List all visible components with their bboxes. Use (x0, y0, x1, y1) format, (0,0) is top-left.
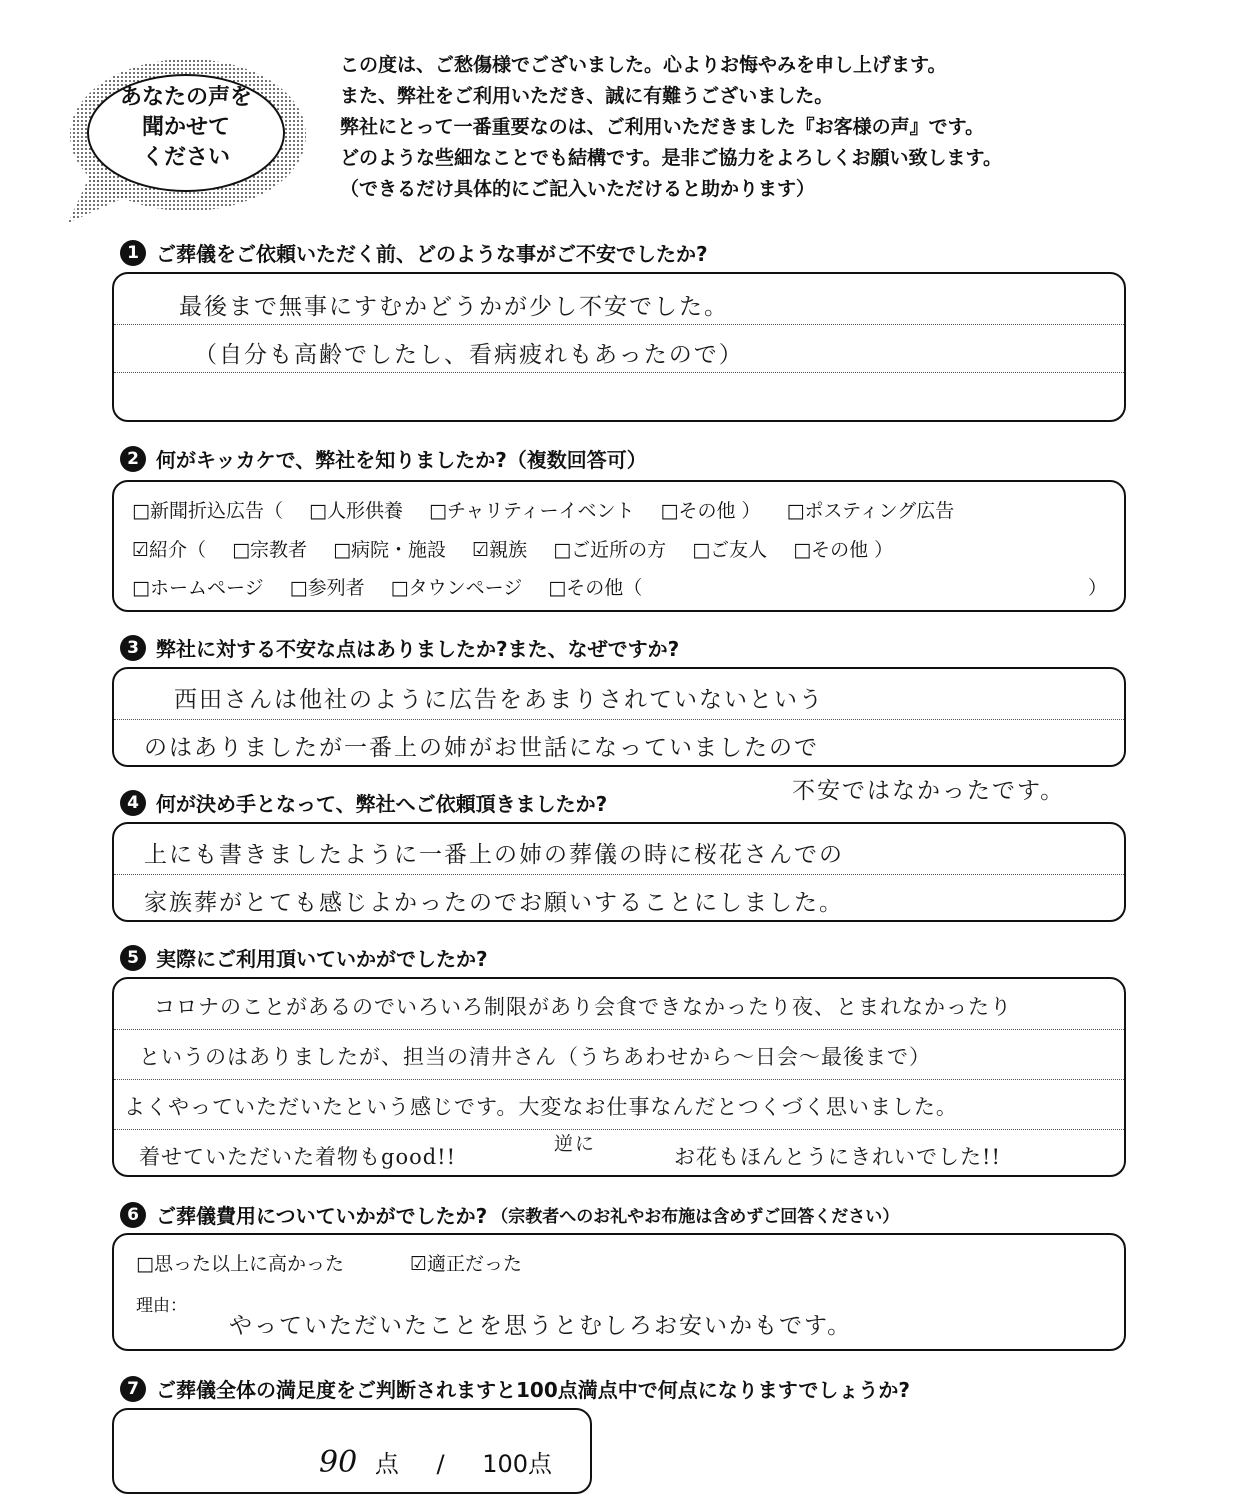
option-too-expensive[interactable]: □思った以上に高かった (136, 1253, 344, 1275)
handwritten-answer: 最後まで無事にすむかどうかが少し不安でした。 (179, 294, 729, 320)
question-number: 1 (120, 240, 146, 266)
option-friends[interactable]: □ご友人 (692, 539, 768, 561)
intro-line: どのような些細なことでも結構です。是非ご協力をよろしくお願い致します。 (340, 147, 1002, 169)
answer-box-5 (112, 977, 1126, 1177)
intro-line: （できるだけ具体的にご記入いただけると助かります） (340, 178, 816, 200)
question-number: 2 (120, 446, 146, 472)
option-doll-memorial[interactable]: □人形供養 (309, 500, 403, 522)
handwritten-answer: 西田さんは他社のように広告をあまりされていないという (174, 687, 824, 713)
option-other[interactable]: □その他 ） (793, 539, 894, 561)
option-hospital[interactable]: □病院・施設 (333, 539, 447, 561)
option-row (132, 496, 974, 523)
handwritten-answer: 逆に (554, 1133, 597, 1155)
question-text: 実際にご利用頂いていかがでしたか? (156, 947, 488, 971)
intro-line: この度は、ご愁傷様でございました。心よりお悔やみを申し上げます。 (340, 54, 947, 76)
option-religious[interactable]: □宗教者 (232, 539, 308, 561)
handwritten-answer: 不安ではなかったです。 (792, 778, 1066, 804)
option-row (132, 573, 1107, 600)
handwritten-answer: 着せていただいた着物もgood!! (139, 1145, 457, 1169)
dotted-line (114, 1079, 1124, 1080)
question-note: （宗教者へのお礼やお布施は含めずご回答ください） (491, 1207, 900, 1227)
question-number: 6 (120, 1202, 146, 1228)
option-other[interactable]: □その他（ (548, 577, 643, 599)
dotted-line (114, 874, 1124, 875)
answer-box-3 (112, 667, 1126, 767)
option-posting-ad[interactable]: □ポスティング広告 (786, 500, 955, 522)
score-box (112, 1408, 592, 1494)
option-charity-event[interactable]: □チャリティーイベント (429, 500, 635, 522)
handwritten-answer: よくやっていただいたという感じです。大変なお仕事なんだとつくづく思いました。 (124, 1095, 958, 1119)
handwritten-answer: コロナのことがあるのでいろいろ制限があり会食できなかったり夜、とまれなかったり (154, 995, 1012, 1019)
handwritten-answer: 家族葬がとても感じよかったのでお願いすることにしました。 (144, 890, 844, 916)
handwritten-reason: やっていただいたことを思うとむしろお安いかもです。 (229, 1313, 853, 1339)
question-3-heading (120, 633, 679, 662)
option-homepage[interactable]: □ホームページ (132, 577, 264, 599)
question-number: 3 (120, 635, 146, 661)
option-row (136, 1249, 542, 1276)
dotted-line (114, 324, 1124, 325)
bubble-line-1: あなたの声を (119, 85, 252, 110)
handwritten-answer: （自分も高齢でしたし、看病疲れもあったので） (194, 342, 744, 368)
option-relatives[interactable]: ☑親族 (472, 539, 528, 561)
score-line (319, 1444, 552, 1480)
reason-label: 理由： (136, 1296, 187, 1316)
option-newspaper[interactable]: □新聞折込広告（ (132, 500, 283, 522)
score-slash: / (436, 1450, 445, 1478)
handwritten-answer: というのはありましたが、担当の清井さん（うちあわせから～日会～最後まで） (139, 1045, 931, 1069)
intro-line: 弊社にとって一番重要なのは、ご利用いただきました『お客様の声』です。 (340, 116, 985, 138)
option-townpage[interactable]: □タウンページ (390, 577, 523, 599)
intro-line: また、弊社をご利用いただき、誠に有難うございました。 (340, 85, 834, 107)
dotted-line (114, 1129, 1124, 1130)
option-row (132, 535, 913, 562)
option-other[interactable]: □その他 ） (660, 500, 761, 522)
score-total: 100点 (482, 1450, 553, 1478)
dotted-line (114, 372, 1124, 373)
option-referral[interactable]: ☑紹介（ (132, 539, 207, 561)
intro-text (340, 50, 1220, 205)
option-attendee[interactable]: □参列者 (289, 577, 365, 599)
question-5-heading (120, 943, 488, 972)
close-paren: ） (1087, 577, 1107, 599)
question-number: 5 (120, 945, 146, 971)
dotted-line (114, 719, 1124, 720)
answer-box-4 (112, 822, 1126, 922)
question-text: 何がキッカケで、弊社を知りましたか?（複数回答可） (156, 448, 647, 472)
score-unit: 点 (374, 1450, 399, 1478)
question-6-heading (120, 1200, 899, 1229)
handwritten-score: 90 (319, 1445, 358, 1480)
bubble-line-3: ください (141, 145, 230, 170)
question-number: 4 (120, 790, 146, 816)
option-appropriate[interactable]: ☑適正だった (410, 1253, 523, 1275)
question-text: 何が決め手となって、弊社へご依頼頂きましたか? (156, 792, 608, 816)
question-text: ご葬儀費用についていかがでしたか? (156, 1204, 488, 1228)
answer-box-1 (112, 272, 1126, 422)
handwritten-answer: お花もほんとうにきれいでした!! (674, 1145, 1001, 1169)
dotted-line (114, 1029, 1124, 1030)
question-1-heading (120, 238, 708, 267)
question-4-heading (120, 788, 607, 817)
answer-box-6 (112, 1233, 1126, 1351)
handwritten-answer: 上にも書きましたように一番上の姉の葬儀の時に桜花さんでの (144, 842, 844, 868)
question-2-heading (120, 444, 647, 473)
question-text: ご葬儀をご依頼いただく前、どのような事がご不安でしたか? (156, 242, 708, 266)
handwritten-answer: のはありましたが一番上の姉がお世話になっていましたので (144, 735, 819, 761)
question-7-heading (120, 1374, 910, 1403)
bubble-line-2: 聞かせて (141, 115, 230, 140)
voice-bubble (60, 55, 310, 230)
question-number: 7 (120, 1376, 146, 1402)
answer-box-2 (112, 480, 1126, 612)
question-text: ご葬儀全体の満足度をご判断されますと100点満点中で何点になりますでしょうか? (156, 1378, 910, 1402)
question-text: 弊社に対する不安な点はありましたか?また、なぜですか? (156, 637, 680, 661)
option-neighbors[interactable]: □ご近所の方 (553, 539, 667, 561)
